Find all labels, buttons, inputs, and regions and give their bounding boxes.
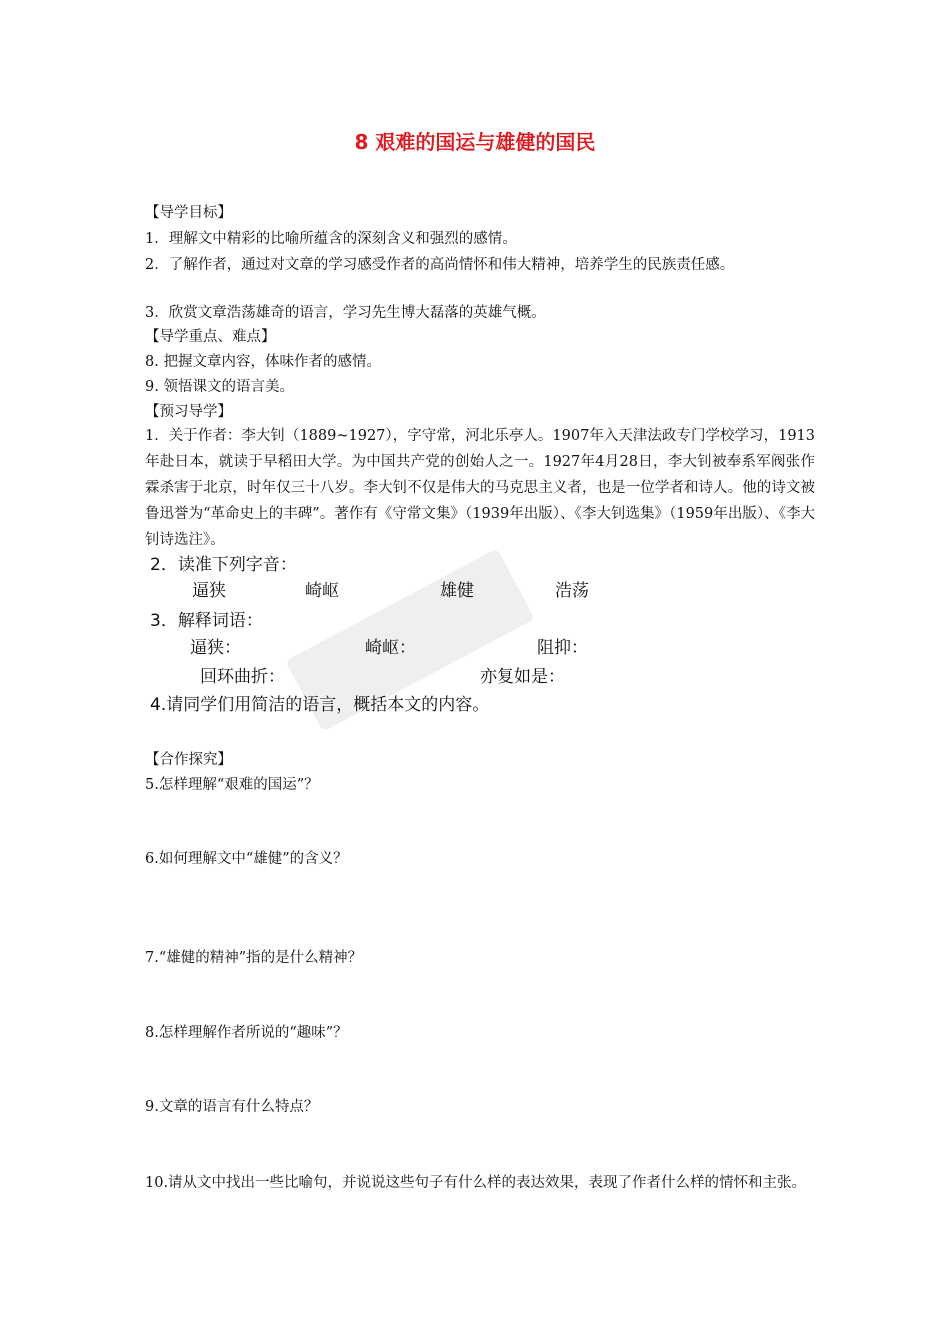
preview-header: 【预习导学】 <box>145 404 232 420</box>
pronounce-word: 浩荡 <box>555 581 589 601</box>
focus-header: 【导学重点、难点】 <box>145 329 276 345</box>
coop-header: 【合作探究】 <box>145 752 232 768</box>
explain-word: 亦复如是： <box>480 667 565 687</box>
question-item: 9.文章的语言有什么特点？ <box>145 1099 319 1115</box>
question-item: 10.请从文中找出一些比喻句，并说说这些句子有什么样的表达效果，表现了作者什么样的情怀和主张。 <box>145 1175 807 1191</box>
explain-word: 阻抑： <box>537 638 588 658</box>
question-item: 8.怎样理解作者所说的“趣味”？ <box>145 1025 348 1041</box>
pronounce-word: 雄健 <box>440 581 474 601</box>
question-item: 7.“雄健的精神”指的是什么精神？ <box>145 950 363 966</box>
question-item: 5.怎样理解“艰难的国运”？ <box>145 777 319 793</box>
focus-item: 9. 领悟课文的语言美。 <box>145 379 294 395</box>
explain-header: 3．解释词语： <box>150 611 263 631</box>
focus-item: 8. 把握文章内容，体味作者的感情。 <box>145 354 381 370</box>
goal-item: 3．欣赏文章浩荡雄奇的语言，学习先生博大磊落的英雄气概。 <box>145 305 546 321</box>
explain-word: 崎岖： <box>365 638 416 658</box>
pronounce-word: 逼狭 <box>192 581 226 601</box>
author-intro: 1．关于作者：李大钊（1889~1927），字守常，河北乐亭人。1907年入天津法政专门学校学习，1913年赴日本，就读于早稻田大学。为中国共产党的创始人之一。1927年4月28日，李大钊被奉系军阀张作霖杀害于北京，时年仅三十八岁。李大钊不仅是伟大的马克思主义者，也是一位学者和诗人。他的诗文被鲁迅誉为“革命史上的丰碑”。著作有《守常文集》（1939年出版）、《李大钊选集》（1959年出版）、《李大钊诗选注》。 <box>145 428 815 548</box>
explain-word: 逼狭： <box>190 638 241 658</box>
explain-word: 回环曲折： <box>200 667 285 687</box>
pronounce-word: 崎岖 <box>305 581 339 601</box>
goal-item: 2．了解作者，通过对文章的学习感受作者的高尚情怀和伟大精神，培养学生的民族责任感。 <box>145 257 735 273</box>
page-title: 8 艰难的国运与雄健的国民 <box>354 130 596 154</box>
summary-task: 4.请同学们用简洁的语言，概括本文的内容。 <box>150 695 490 715</box>
question-item: 6.如何理解文中“雄健”的含义？ <box>145 851 348 867</box>
goal-item: 1．理解文中精彩的比喻所蕴含的深刻含义和强烈的感情。 <box>145 231 517 247</box>
goals-header: 【导学目标】 <box>145 205 232 221</box>
pronounce-header: 2．读准下列字音： <box>150 555 297 575</box>
